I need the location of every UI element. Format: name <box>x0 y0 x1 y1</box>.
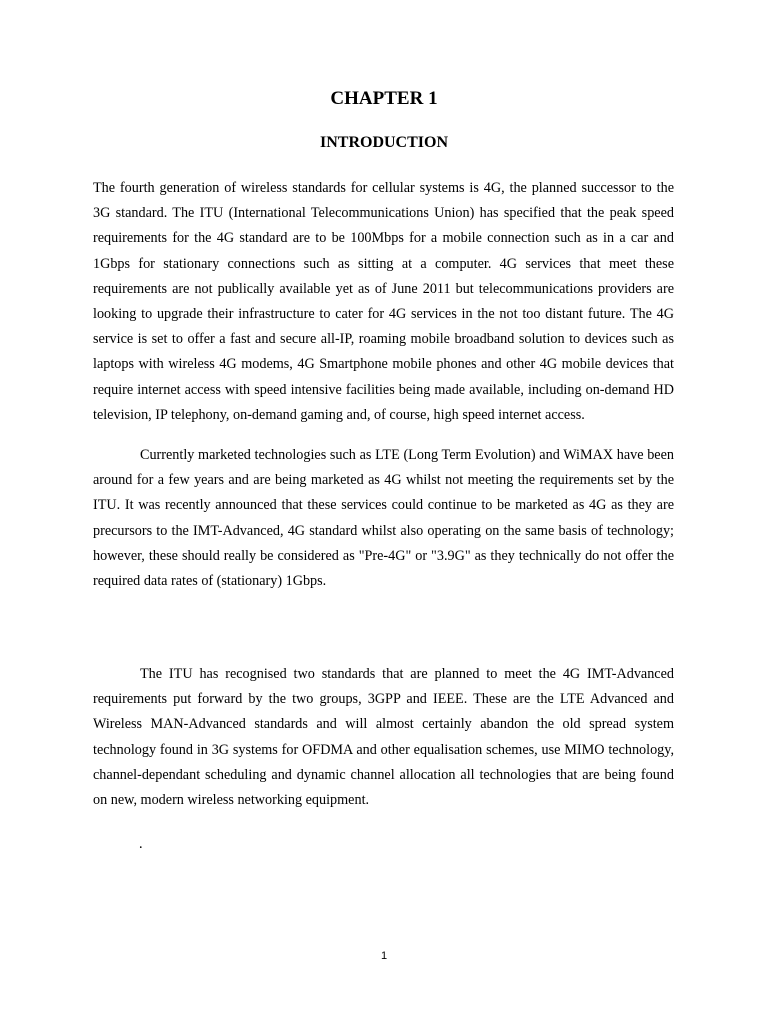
paragraph-1: The fourth generation of wireless standards for cellular systems is 4G, the planned successor to the 3G standard. The ITU (International Telecommunications Union) has specified that the peak speed requirements for the 4G standard are to be 100Mbps for a mobile connection such as in a car and 1Gbps for stationary connections such as sitting at a computer. 4G services that meet these requirements are not publically available yet as of June 2011 but telecommunications providers are looking to upgrade their infrastructure to cater for 4G services in the not too distant future. The 4G service is set to offer a fast and secure all-IP, roaming mobile broadband solution to devices such as laptops with wireless 4G modems, 4G Smartphone mobile phones and other 4G mobile devices that require internet access with speed intensive facilities being made available, including on-demand HD television, IP telephony, on-demand gaming and, of course, high speed internet access. <box>93 180 674 423</box>
paragraph-3: The ITU has recognised two standards that are planned to meet the 4G IMT-Advanced requirements put forward by the two groups, 3GPP and IEEE. These are the LTE Advanced and Wireless MAN-Advanced standards and will almost certainly abandon the old spread system technology found in 3G systems for OFDMA and other equalisation schemes, use MIMO technology, channel-dependant scheduling and dynamic channel allocation all technologies that are being found on new, modern wireless networking equipment. <box>93 666 674 809</box>
page-number: 1 <box>380 950 388 962</box>
paragraph-2: Currently marketed technologies such as LTE (Long Term Evolution) and WiMAX have been around for a few years and are being marketed as 4G whilst not meeting the requirements set by the ITU. It was recently announced that these services could continue to be marketed as 4G as they are precursors to the IMT-Advanced, 4G standard whilst also operating on the same basis of technology; however, these should really be considered as "Pre-4G" or "3.9G" as they technically do not offer the required data rates of (stationary) 1Gbps. <box>93 447 674 590</box>
trailing-period: . <box>139 836 143 852</box>
section-heading: INTRODUCTION <box>319 134 448 151</box>
chapter-heading: CHAPTER 1 <box>330 88 438 109</box>
